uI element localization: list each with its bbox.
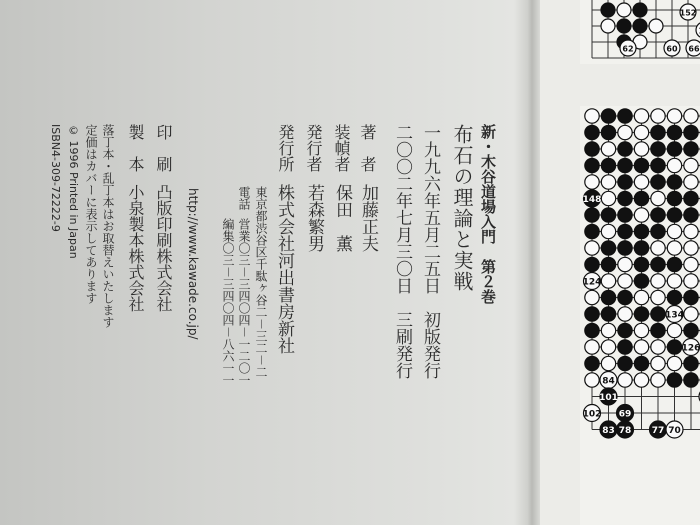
go-stone (585, 356, 599, 370)
copyright-note: © 1996 Printed in Japan (67, 124, 80, 259)
go-stone (684, 241, 698, 255)
go-stone (634, 356, 648, 370)
go-stone (651, 373, 665, 387)
go-stone (601, 158, 615, 172)
go-stone (601, 175, 615, 189)
stone-number-label: 69 (618, 409, 632, 420)
go-stone (667, 373, 681, 387)
go-stone (585, 224, 599, 238)
go-stone (667, 158, 681, 172)
stone-number-label: 70 (668, 426, 681, 436)
price-note: 定価はカバーに表示してあります (84, 124, 98, 304)
go-stone (634, 191, 648, 205)
go-stone (618, 307, 632, 321)
publisher-url: http://www.kawade.co.jp/ (186, 188, 200, 340)
go-stone (585, 142, 599, 156)
go-stone (634, 274, 648, 288)
go-stone (634, 158, 648, 172)
replacement-note: 落丁本・乱丁本はお取替えいたします (101, 124, 115, 328)
go-stone (651, 241, 665, 255)
go-stone (667, 175, 681, 189)
go-board-bottom (580, 106, 700, 525)
go-stone (618, 175, 632, 189)
go-stone (585, 109, 599, 123)
go-stone (634, 307, 648, 321)
go-stone (634, 373, 648, 387)
go-stone (684, 125, 698, 139)
author-name: 加藤正夫 (358, 184, 378, 252)
stone-number-label: 83 (602, 426, 615, 436)
go-stone (618, 340, 632, 354)
stone-number-label: 66 (688, 44, 700, 54)
go-stone (585, 208, 599, 222)
go-stone (634, 340, 648, 354)
designer-name: 保田 薫 (332, 184, 352, 252)
go-stone (667, 208, 681, 222)
go-stone (618, 142, 632, 156)
stone-number-label: 101 (599, 393, 618, 403)
go-stone (651, 208, 665, 222)
stone-number-label: 126 (681, 343, 700, 354)
go-stone (667, 340, 681, 354)
go-stone (585, 125, 599, 139)
go-stone (684, 290, 698, 304)
go-stone (667, 191, 681, 205)
go-stone (601, 274, 615, 288)
go-stone (684, 175, 698, 189)
go-stone (618, 158, 632, 172)
go-stone (634, 142, 648, 156)
go-stone (634, 224, 648, 238)
go-stone (618, 274, 632, 288)
go-stone (601, 224, 615, 238)
publisher-name: 株式会社河出書房新社 (274, 184, 294, 354)
go-stone (601, 125, 615, 139)
go-stone (667, 274, 681, 288)
printing-label: 印 刷 (154, 124, 173, 172)
go-stone (585, 340, 599, 354)
go-stone (617, 19, 631, 33)
printing-company: 凸版印刷株式会社 (154, 184, 173, 312)
go-stone (651, 125, 665, 139)
go-stone (618, 208, 632, 222)
go-stone (601, 340, 615, 354)
go-stone (667, 356, 681, 370)
stone-number-label: 60 (666, 44, 678, 54)
series-title: 新・木谷道場入門 第２巻 (479, 124, 497, 304)
go-stone (618, 323, 632, 337)
go-stone (651, 356, 665, 370)
go-stone (618, 109, 632, 123)
binding-label: 製 本 (126, 124, 145, 172)
go-stone (651, 274, 665, 288)
go-stone (634, 125, 648, 139)
go-stone (634, 208, 648, 222)
go-stone (651, 158, 665, 172)
go-stone (684, 373, 698, 387)
go-stone (684, 109, 698, 123)
go-stone (601, 109, 615, 123)
book-title: 布石の理論と実戦 (450, 124, 474, 292)
go-stone (667, 109, 681, 123)
go-stone (651, 191, 665, 205)
go-stone (684, 191, 698, 205)
go-stone (601, 142, 615, 156)
go-stone (585, 158, 599, 172)
go-stone (651, 257, 665, 271)
go-stone (634, 257, 648, 271)
go-stone (601, 191, 615, 205)
go-stone (667, 241, 681, 255)
go-stone (651, 224, 665, 238)
go-stone (601, 241, 615, 255)
go-stone (585, 307, 599, 321)
go-stone (634, 109, 648, 123)
go-stone (585, 175, 599, 189)
go-stone (618, 224, 632, 238)
go-stone (667, 125, 681, 139)
phone-sales: 営業〇三－三四〇四－一二〇一 (237, 218, 251, 387)
go-stone (633, 19, 647, 33)
publisher-label: 発行所 (276, 124, 295, 172)
go-stone (684, 356, 698, 370)
go-board-bottom-svg (580, 106, 700, 446)
go-stone (634, 175, 648, 189)
stone-number-label: 152 (679, 8, 697, 18)
go-stone (618, 125, 632, 139)
go-stone (684, 158, 698, 172)
stone-number-label: 78 (618, 426, 632, 436)
isbn: ISBN4-309-72222-9 (49, 124, 62, 232)
go-stone (617, 3, 631, 17)
stone-number-label: 134 (665, 310, 684, 321)
go-stone (601, 290, 615, 304)
go-stone (585, 290, 599, 304)
go-stone (684, 208, 698, 222)
go-stone (618, 356, 632, 370)
stone-number-label: 84 (602, 376, 615, 387)
designer-label: 装幀者 (332, 124, 351, 172)
binding-company: 小泉製本株式会社 (126, 184, 145, 312)
go-stone (634, 290, 648, 304)
third-printing-date: 二〇〇二年七月三〇日 三刷発行 (392, 124, 412, 379)
go-stone (585, 257, 599, 271)
go-stone (684, 257, 698, 271)
go-stone (601, 323, 615, 337)
phone-label: 電話 (237, 186, 251, 210)
go-stone (618, 257, 632, 271)
go-stone (684, 224, 698, 238)
first-edition-date: 一九九六年五月二五日 初版発行 (420, 124, 440, 379)
stone-number-label: 148 (582, 195, 602, 205)
go-stone (667, 257, 681, 271)
go-stone (651, 340, 665, 354)
go-stone (618, 241, 632, 255)
go-stone (633, 3, 647, 17)
publisher-person-name: 若森繁男 (304, 184, 324, 252)
go-stone (651, 142, 665, 156)
go-stone (618, 290, 632, 304)
go-stone (651, 175, 665, 189)
go-stone (651, 109, 665, 123)
go-stone (601, 208, 615, 222)
go-stone (601, 3, 615, 17)
go-stone (601, 356, 615, 370)
go-stone (585, 323, 599, 337)
go-stone (601, 257, 615, 271)
publisher-person-label: 発行者 (304, 124, 323, 172)
stone-number-label: 77 (651, 426, 665, 436)
go-stone (651, 323, 665, 337)
diagram-page (540, 0, 700, 525)
go-board-top (580, 0, 700, 64)
go-board-top-svg (580, 0, 700, 64)
go-stone (684, 142, 698, 156)
publisher-address: 東京都渋谷区千駄ヶ谷二－三二－二 (254, 186, 268, 379)
go-stone (684, 274, 698, 288)
go-stone (651, 307, 665, 321)
go-stone (649, 19, 663, 33)
go-stone (618, 373, 632, 387)
phone-edit: 編集〇三－三四〇四－八六一一 (221, 218, 235, 387)
stone-number-label: 62 (622, 44, 634, 54)
go-stone (684, 323, 698, 337)
go-stone (684, 307, 698, 321)
go-stone (585, 373, 599, 387)
go-stone (601, 307, 615, 321)
go-stone (667, 290, 681, 304)
stone-number-label: 102 (582, 409, 602, 420)
go-stone (618, 191, 632, 205)
go-stone (667, 323, 681, 337)
stone-number-label: 124 (582, 277, 602, 288)
go-stone (585, 241, 599, 255)
go-stone (667, 142, 681, 156)
go-stone (651, 290, 665, 304)
go-stone (601, 19, 615, 33)
go-stone (667, 224, 681, 238)
go-stone (634, 323, 648, 337)
author-label: 著 者 (358, 124, 377, 172)
go-stone (634, 241, 648, 255)
